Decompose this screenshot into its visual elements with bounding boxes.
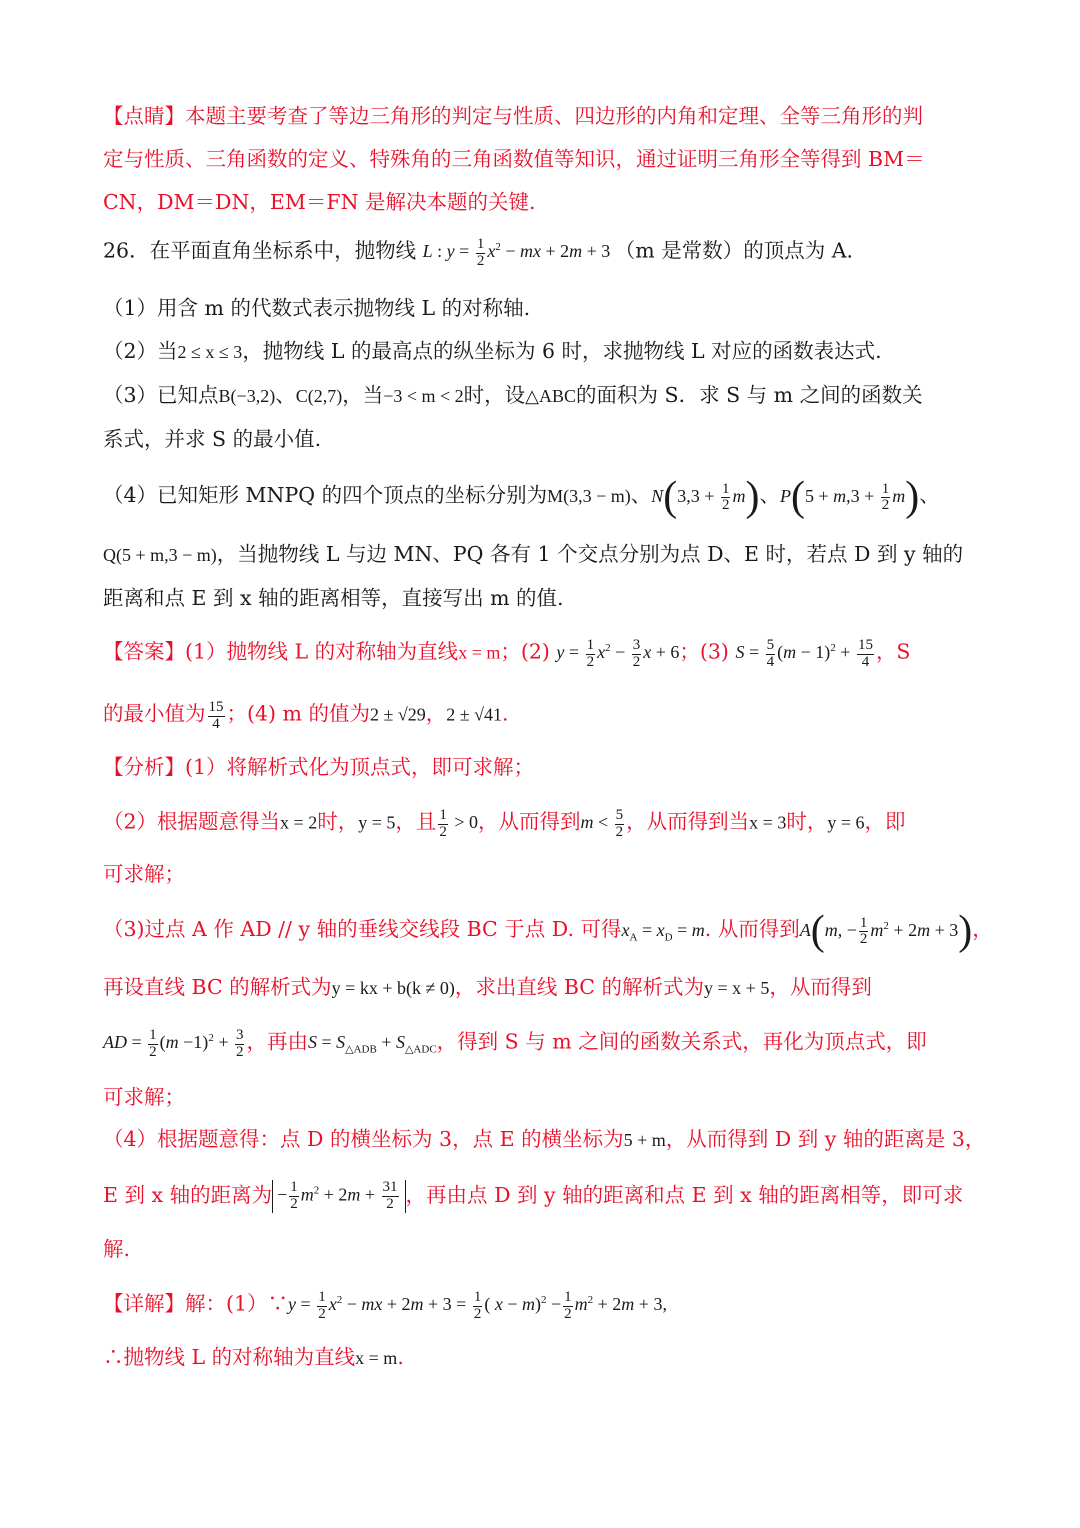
answer-1: 【答案】(1）抛物线 L 的对称轴为直线 — [103, 639, 459, 664]
analysis-3-a: （3)过点 A 作 AD // y 轴的垂线交线段 BC 于点 D. 可得 — [103, 916, 622, 941]
point-M: M(3,3 − m) — [547, 485, 631, 506]
analysis-2-f: 时， — [786, 809, 828, 834]
analysis-2-y5: y = 5 — [358, 812, 396, 833]
question-intro-text: 26．在平面直角坐标系中，抛物线 — [103, 238, 417, 263]
question-3-cont: 系式，并求 S 的最小值. — [103, 427, 322, 451]
analysis-3-e: ，求出直线 BC 的解析式为 — [454, 975, 705, 999]
answer-4-v1: 2 ± √29 — [370, 704, 426, 725]
analysis-4-d: ，再由点 D 到 y 轴的距离和点 E 到 x 轴的距离相等，即可求 — [405, 1182, 964, 1207]
analysis-3-S: $S = S_{\triangle ADB} + S_{\triangle ADC}$ — [307, 1032, 437, 1056]
analysis-2-y6: y = 6 — [827, 812, 865, 833]
detail-1-eq: y = $\frac{1}{2}$ $x^2$ − mx + 2m + 3 = $\frac{1}{2}$ ( x − m)$^2$ − $\frac{1}{2}$ $m^2 + 2m + 3$, — [288, 1289, 667, 1322]
question-2-text: ，抛物线 L 的最高点的纵坐标为 6 时，求抛物线 L 对应的函数表达式. — [242, 339, 882, 363]
question-intro — [103, 237, 980, 270]
analysis-3-line-2 — [103, 975, 980, 1000]
q3-set: 时，设 — [463, 383, 526, 407]
question-2 — [103, 339, 980, 364]
detail-1-label: 【详解】解：(1）∵ — [103, 1291, 289, 1316]
analysis-2-d: ，从而得到 — [478, 809, 581, 834]
answer-end: . — [502, 701, 509, 726]
analysis-3-line-3 — [103, 1028, 980, 1061]
analysis-2 — [103, 808, 980, 841]
point-C: C(2,7) — [295, 386, 343, 406]
question-4-text: ，当抛物线 L 与边 MN、PQ 各有 1 个交点分别为点 D、E 时，若点 D 到 y 轴的 — [216, 542, 964, 566]
answer-line-1 — [103, 638, 980, 671]
analysis-2-b: 时， — [317, 809, 359, 834]
point-N: N(3,3 + $\frac{1}{2}$ m) — [651, 474, 760, 520]
analysis-4-a: （4）根据题意得：点 D 的横坐标为 3，点 E 的横坐标为 — [103, 1127, 624, 1151]
analysis-2-x3: x = 3 — [749, 812, 787, 833]
analysis-3-c: ， — [972, 916, 993, 941]
detail-2-eq: x = m — [355, 1348, 398, 1368]
question-intro-tail: （m 是常数）的顶点为 A. — [614, 238, 854, 263]
answer-3: ；(3) — [679, 639, 729, 664]
analysis-2-e: ，从而得到当 — [626, 809, 750, 834]
answer-4: ；(4) m 的值为 — [226, 701, 371, 726]
analysis-3 — [103, 908, 993, 954]
detail-2 — [103, 1345, 980, 1370]
analysis-3-f: ，从而得到 — [769, 975, 872, 999]
q2-range: 2 ≤ x ≤ 3 — [177, 342, 243, 362]
analysis-2-cont: 可求解； — [103, 862, 185, 886]
question-3-prefix: （3）已知点 — [103, 383, 219, 407]
answer-3-eq: S = $\frac{5}{4}$ $(m - 1)^2$ + $\frac{15}{4}$ — [735, 637, 873, 670]
analysis-3-g: ，再由 — [246, 1029, 308, 1054]
analysis-2-c: ，且 — [395, 809, 437, 834]
triangle-ABC: △ABC — [525, 386, 577, 406]
analysis-3-AD: AD = $\frac{1}{2}$ $(m -1)^2$ + $\frac{3}{2}$ — [103, 1027, 244, 1060]
question-4-line-2 — [103, 542, 980, 567]
q3-range: −3 < m < 2 — [383, 386, 464, 406]
analysis-3-d: 再设直线 BC 的解析式为 — [103, 975, 332, 999]
answer-2: ；(2) — [500, 639, 550, 664]
question-4-line-3: 距离和点 E 到 x 轴的距离相等，直接写出 m 的值. — [103, 586, 564, 610]
analysis-2-m: m < $\frac{5}{2}$ — [580, 807, 624, 840]
answer-4-v2: 2 ± √41 — [446, 704, 503, 725]
analysis-4-c: E 到 x 轴的距离为 — [103, 1182, 273, 1207]
analysis-3-A: A(m, − $\frac{1}{2}$ $m^2 + 2m + 3$) — [799, 908, 973, 954]
point-Q: Q(5 + m,3 − m) — [103, 545, 217, 565]
answer-2-eq: y = $\frac{1}{2}$ $x^2$ − $\frac{3}{2}$ x + 6 — [556, 637, 680, 670]
answer-1-eq: x = m — [458, 642, 501, 663]
dianjing-line-1: 【点睛】本题主要考查了等边三角形的判定与性质、四边形的内角和定理、全等三角形的判 — [103, 104, 923, 128]
analysis-4-cont: 解. — [103, 1237, 131, 1261]
answer-line-2: 的最小值为 $\frac{15}{4}$ ；(4) m 的值为2 ± √29，2 ± √41. — [103, 699, 509, 732]
analysis-1: 【分析】(1）将解析式化为顶点式，即可求解； — [103, 755, 535, 779]
question-1: （1）用含 m 的代数式表示抛物线 L 的对称轴. — [103, 296, 531, 320]
q3-text: 的面积为 S．求 S 与 m 之间的函数关 — [576, 383, 923, 407]
analysis-4-b: ，从而得到 D 到 y 轴的距离是 3， — [665, 1127, 986, 1151]
detail-1 — [103, 1290, 980, 1323]
question-3 — [103, 383, 980, 408]
analysis-4-line-2 — [103, 1180, 980, 1213]
analysis-4 — [103, 1127, 986, 1152]
question-4: （4）已知矩形 MNPQ 的四个顶点的坐标分别为M(3,3 − m)、N(3,3 + $\frac{1}{2}$ m)、P(5 + m,3 + $\frac{1}{2}$ m)、 — [103, 474, 940, 520]
q3-when: ，当 — [342, 383, 384, 407]
point-B: B(−3,2) — [218, 386, 276, 406]
answer-min-label: 的最小值为 — [103, 701, 206, 726]
analysis-2-a: （2）根据题意得当 — [103, 809, 281, 834]
analysis-3-cont: 可求解； — [103, 1085, 185, 1109]
formula-L: L : y = $\frac{1}{2}$ $x^2$ − mx + 2m + 3 — [422, 236, 615, 269]
q3-sep: 、 — [275, 383, 296, 407]
analysis-3-h: ，得到 S 与 m 之间的函数关系式，再化为顶点式，即 — [436, 1029, 927, 1054]
analysis-3-eq: $x_A = x_D = m$ — [621, 919, 705, 944]
answer-min-value: $\frac{15}{4}$ — [208, 699, 224, 732]
dianjing-line-3: CN，DM＝DN，EM＝FN 是解决本题的关键. — [103, 190, 536, 214]
detail-2-text: ∴抛物线 L 的对称轴为直线 — [103, 1345, 356, 1369]
analysis-2-g: ，即 — [864, 809, 906, 834]
dianjing-line-2: 定与性质、三角函数的定义、特殊角的三角函数值等知识，通过证明三角形全等得到 BM＝ — [103, 147, 925, 171]
analysis-3-bc: y = x + 5 — [704, 978, 770, 998]
answer-3-tail: ，S — [875, 639, 911, 664]
analysis-4-abs: − $\frac{1}{2}$ $m^2 + 2m$ + $\frac{31}{2}$ — [272, 1180, 405, 1213]
point-P: P(5 + m,3 + $\frac{1}{2}$ m) — [779, 474, 920, 520]
analysis-2-x2: x = 2 — [280, 812, 318, 833]
analysis-3-kb: y = kx + b(k ≠ 0) — [331, 978, 455, 998]
question-4-prefix: （4）已知矩形 MNPQ 的四个顶点的坐标分别为 — [103, 482, 548, 507]
question-2-prefix: （2）当 — [103, 339, 178, 363]
detail-2-end: . — [397, 1345, 404, 1369]
analysis-3-b: . 从而得到 — [704, 916, 800, 941]
analysis-2-half: $\frac{1}{2}$ > 0 — [439, 807, 479, 840]
analysis-4-5m: 5 + m — [623, 1130, 666, 1150]
